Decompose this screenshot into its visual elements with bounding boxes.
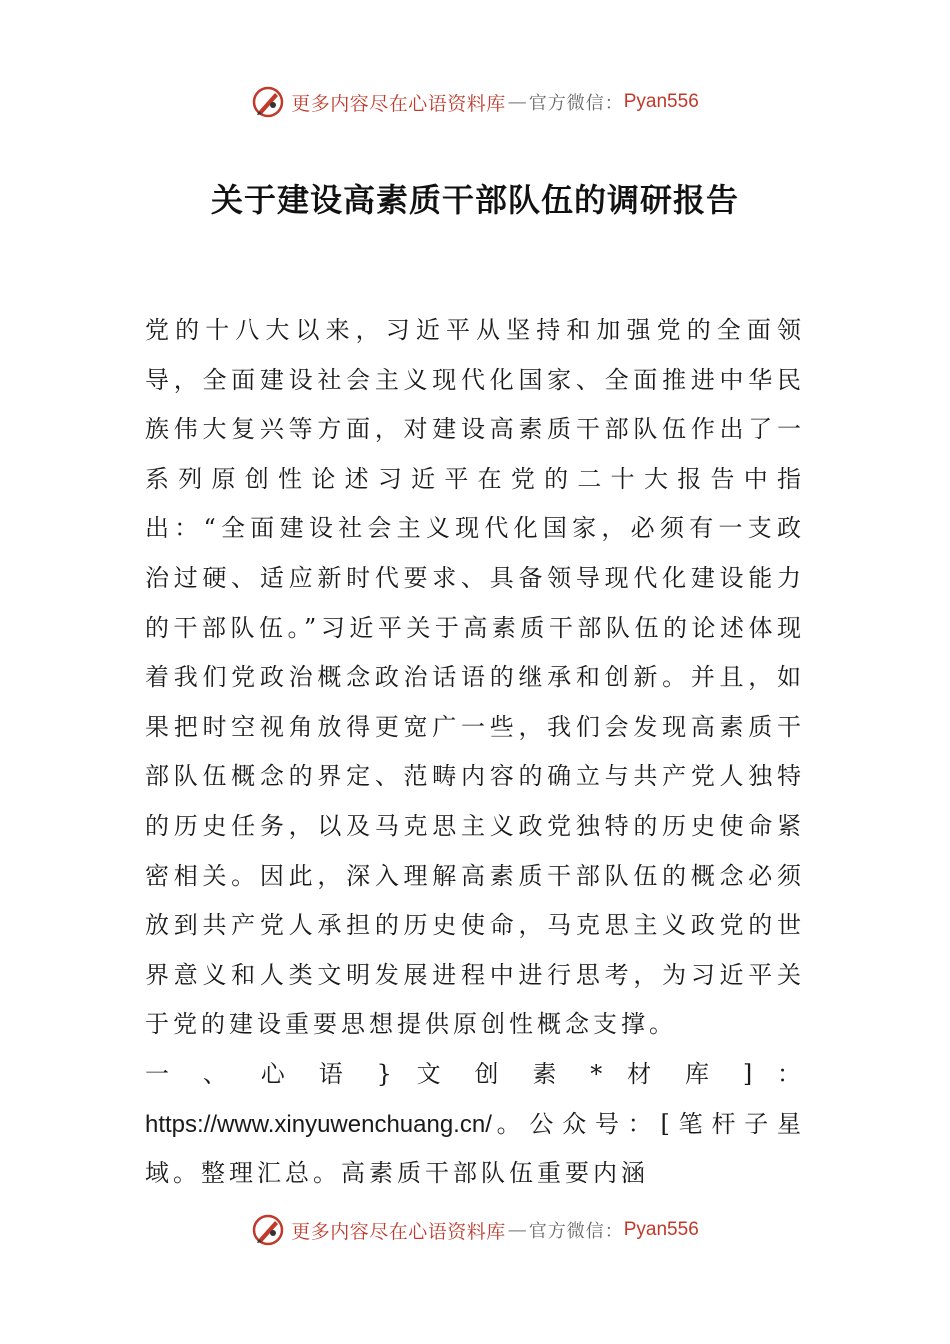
paragraph-1: 党的十八大以来，习近平从坚持和加强党的全面领导，全面建设社会主义现代化国家、全面推进中华民族伟大复兴等方面，对建设高素质干部队伍作出了一系列原创性论述习近平在党的二十大报告中指出：“全面建设社会主义现代化国家，必须有一支政治过硬、适应新时代要求、具备领导现代化建设能力的干部队伍。”习近平关于高素质干部队伍的论述体现着我们党政治概念政治话语的继承和创新。并且，如果把时空视角放得更宽广一些，我们会发现高素质干部队伍概念的界定、范畴内容的确立与共产党人独特的历史任务，以及马克思主义政党独特的历史使命紧密相关。因此，深入理解高素质干部队伍的概念必须放到共产党人承担的历史使命，马克思主义政党的世界意义和人类文明发展进程中进行思考，为习近平关于党的建设重要思想提供原创性概念支撑。 [145,316,805,1039]
banner-gray-text: 官方微信： [528,93,624,114]
banner-red-text: 更多内容尽在心语资料库 [291,1220,506,1243]
banner-wechat-id: Pyan556 [623,91,699,112]
banner-wechat-id: Pyan556 [623,1219,699,1240]
section-heading-rest: 。公众号：[笔杆子星域。整理汇总。高素质干部队伍重要内涵 [145,1109,805,1188]
banner-dash: — [507,1219,527,1241]
section-heading-prefix: 一 、 心 语 } 文 创 素 * 材 库 ] ： [145,1059,805,1088]
footer-banner [0,1210,950,1250]
document-body [145,306,805,1199]
section-heading [145,1050,805,1199]
section-url-part2[interactable]: www.xinyuwenchuang.cn/ [217,1110,492,1138]
pen-circle-logo-icon [251,85,285,119]
banner-red-text: 更多内容尽在心语资料库 [291,92,506,115]
banner-gray-text: 官方微信： [528,1221,624,1242]
pen-circle-logo-icon [251,1213,285,1247]
document-title: 关于建设高素质干部队伍的调研报告 [210,181,739,219]
section-url-part1[interactable]: https:// [145,1110,218,1138]
header-banner [0,82,950,122]
banner-dash: — [507,91,527,113]
